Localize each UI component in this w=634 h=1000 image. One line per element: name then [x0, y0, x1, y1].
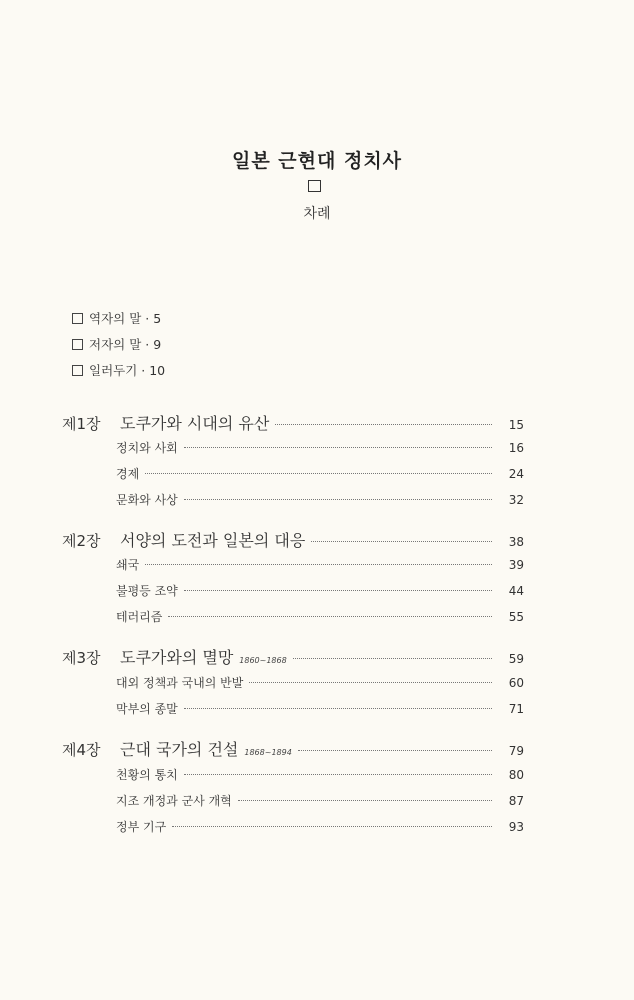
chapter-range: 1868~1894: [244, 748, 292, 757]
section-row: [116, 439, 524, 456]
section-row: [116, 465, 524, 482]
chapter-range: 1860~1868: [239, 656, 287, 665]
front-matter-label: 저자의 말 · 9: [89, 337, 162, 352]
front-matter-label: 역자의 말 · 5: [89, 311, 162, 326]
section-title: 문화와 사상: [116, 493, 178, 507]
section-row: [116, 766, 524, 783]
section-row: [116, 608, 524, 625]
chapter-title: 도쿠가와 시대의 유산: [120, 414, 270, 433]
section-page: 24: [508, 467, 524, 481]
leader-dots: [184, 447, 492, 448]
section-page: 16: [508, 441, 524, 455]
section-title: 천황의 통치: [116, 768, 178, 782]
leader-dots: [311, 541, 492, 542]
chapter-number: 제3장: [62, 649, 101, 667]
section-row: [116, 674, 524, 691]
toc-subtitle: 차례: [303, 206, 331, 222]
box-mark: [308, 180, 321, 192]
chapter-number: 제4장: [62, 741, 101, 759]
checkbox-square-icon: [72, 339, 83, 350]
leader-dots: [145, 473, 492, 474]
leader-dots: [168, 616, 492, 617]
section-title: 경제: [116, 467, 140, 481]
front-matter-label: 일러두기 · 10: [89, 363, 166, 378]
section-title: 막부의 종말: [116, 702, 178, 716]
chapter-number: 제2장: [62, 532, 101, 550]
leader-dots: [275, 424, 492, 425]
section-title: 불평등 조약: [116, 584, 178, 598]
section-row: [116, 818, 524, 835]
section-page: 32: [508, 493, 524, 507]
section-title: 테러리즘: [116, 610, 163, 624]
leader-dots: [145, 564, 492, 565]
leader-dots: [293, 658, 492, 659]
leader-dots: [184, 499, 492, 500]
section-page: 87: [508, 794, 524, 808]
chapter-title: 서양의 도전과 일본의 대응: [120, 531, 306, 550]
front-matter-item: [72, 335, 161, 353]
section-page: 71: [508, 702, 524, 716]
section-row: [116, 491, 524, 508]
chapter-title: 도쿠가와의 멸망: [120, 648, 234, 667]
leader-dots: [172, 826, 492, 827]
leader-dots: [184, 774, 492, 775]
chapter-row: [62, 411, 524, 434]
section-title: 쇄국: [116, 558, 140, 572]
chapter-page: 38: [508, 535, 524, 549]
chapter-row: [62, 645, 524, 668]
section-title: 정부 기구: [116, 820, 167, 834]
leader-dots: [238, 800, 492, 801]
section-row: [116, 792, 524, 809]
section-row: [116, 700, 524, 717]
front-matter-item: [72, 361, 165, 379]
leader-dots: [298, 750, 492, 751]
section-page: 39: [508, 558, 524, 572]
section-title: 정치와 사회: [116, 441, 178, 455]
section-title: 지조 개정과 군사 개혁: [116, 794, 232, 808]
book-title: 일본 근현대 정치사: [231, 150, 403, 172]
chapter-number: 제1장: [62, 415, 101, 433]
leader-dots: [249, 682, 492, 683]
chapter-page: 59: [508, 652, 524, 666]
chapter-page: 15: [508, 418, 524, 432]
section-page: 80: [508, 768, 524, 782]
leader-dots: [184, 708, 492, 709]
section-page: 44: [508, 584, 524, 598]
section-row: [116, 582, 524, 599]
checkbox-square-icon: [72, 313, 83, 324]
chapter-title: 근대 국가의 건설: [120, 740, 239, 759]
section-page: 55: [508, 610, 524, 624]
chapter-row: [62, 528, 524, 551]
checkbox-square-icon: [72, 365, 83, 376]
front-matter-item: [72, 309, 161, 327]
section-row: [116, 556, 524, 573]
chapter-page: 79: [508, 744, 524, 758]
section-title: 대외 정책과 국내의 반발: [116, 676, 244, 690]
chapter-row: [62, 737, 524, 760]
leader-dots: [184, 590, 492, 591]
section-page: 93: [508, 820, 524, 834]
section-page: 60: [508, 676, 524, 690]
